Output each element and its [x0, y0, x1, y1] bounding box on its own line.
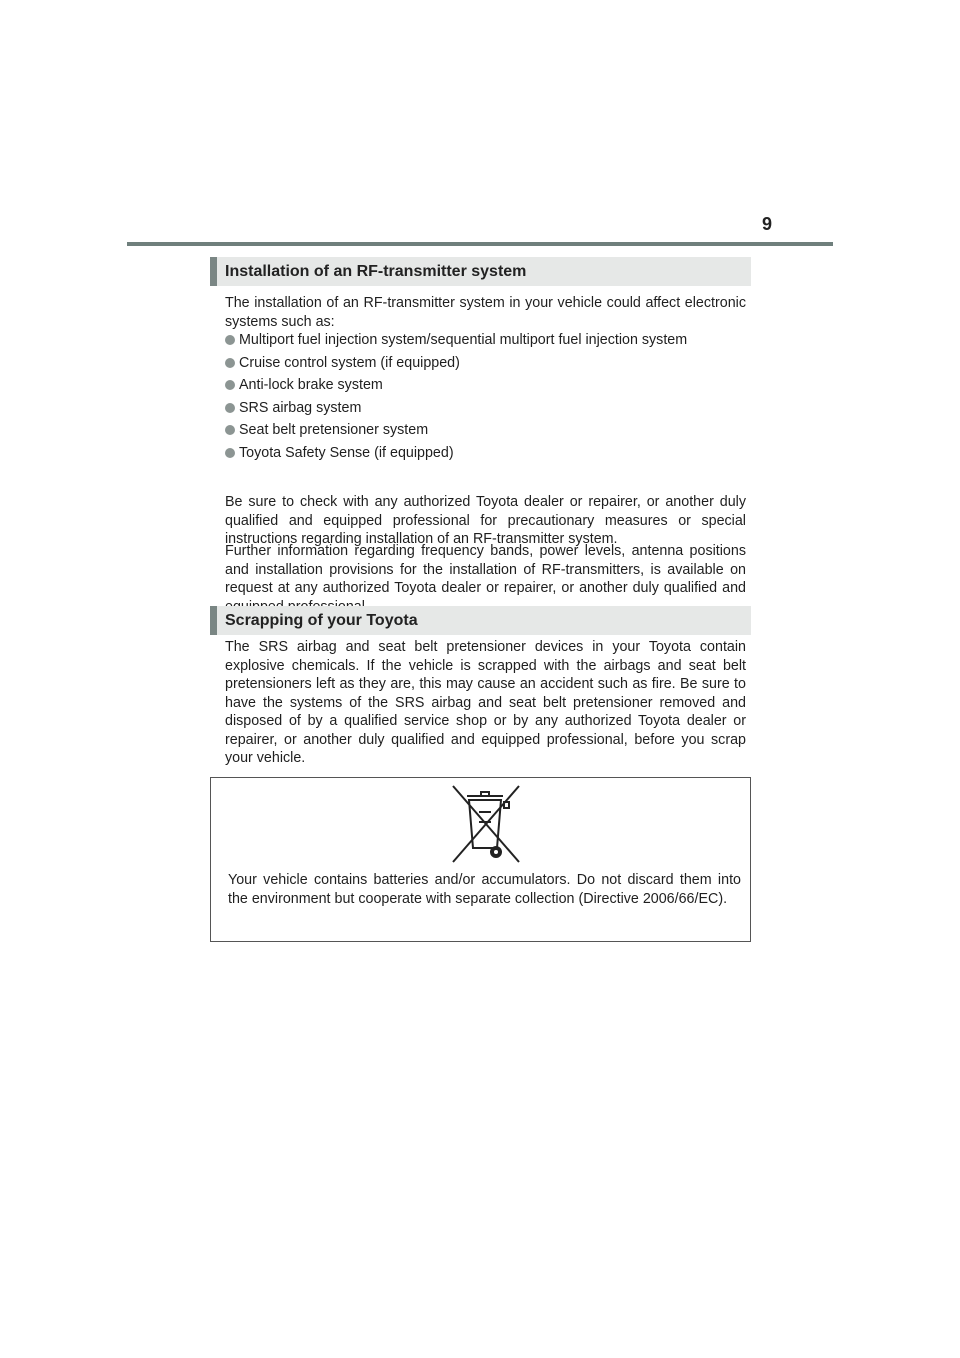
page-number: 9	[761, 214, 772, 234]
list-item: Anti-lock brake system	[225, 376, 746, 399]
section-heading-rf-transmitter: Installation of an RF-transmitter system	[210, 257, 751, 286]
battery-disposal-notice	[210, 777, 751, 942]
scrapping-paragraph: The SRS airbag and seat belt pretensioner devices in your Toyota contain explosive chemicals. If the vehicle is scrapped with the airbags and seat belt pretensioners left as they are, this may cause an accident such as fire. Be sure to have the systems of the SRS airbag and seat belt pretensioner removed and disposed of by a qualified service shop or by any authorized Toyota dealer or repairer, or another duly qualified and equipped professional, before you scrap your vehicle.	[225, 639, 746, 766]
list-item: Cruise control system (if equipped)	[225, 354, 746, 377]
bullet-icon	[225, 448, 235, 458]
bullet-icon	[225, 335, 235, 345]
rf-intro-paragraph: The installation of an RF-transmitter system in your vehicle could affect electronic systems such as:	[225, 295, 746, 330]
bullet-icon	[225, 403, 235, 413]
list-item: Seat belt pretensioner system	[225, 421, 746, 444]
header-rule	[127, 242, 833, 246]
rf-further-info-paragraph: Further information regarding frequency bands, power levels, antenna positions and installation provisions for the installation of RF-transmitters, is available on request at any authorized Toyota dealer or repairer, or another duly qualified and	[225, 543, 746, 596]
section-heading-scrapping: Scrapping of your Toyota	[210, 606, 751, 635]
crossed-out-wheelie-bin-icon	[445, 782, 525, 864]
bullet-icon	[225, 358, 235, 368]
list-item: Toyota Safety Sense (if equipped)	[225, 444, 746, 467]
list-item: SRS airbag system	[225, 399, 746, 422]
bullet-icon	[225, 380, 235, 390]
affected-systems-list	[225, 331, 746, 466]
list-item: Multiport fuel injection system/sequential multiport fuel injection system	[225, 331, 746, 354]
battery-disposal-text: Your vehicle contains batteries and/or accumulators. Do not discard them into the environment but cooperate with separate collection (Directive 2006/66/EC).	[228, 872, 741, 907]
rf-check-paragraph: Be sure to check with any authorized Toyota dealer or repairer, or another duly qualified and equipped professional for precautionary measures or special instructions regarding installation of an RF-transmitter system.	[225, 494, 746, 547]
bullet-icon	[225, 425, 235, 435]
